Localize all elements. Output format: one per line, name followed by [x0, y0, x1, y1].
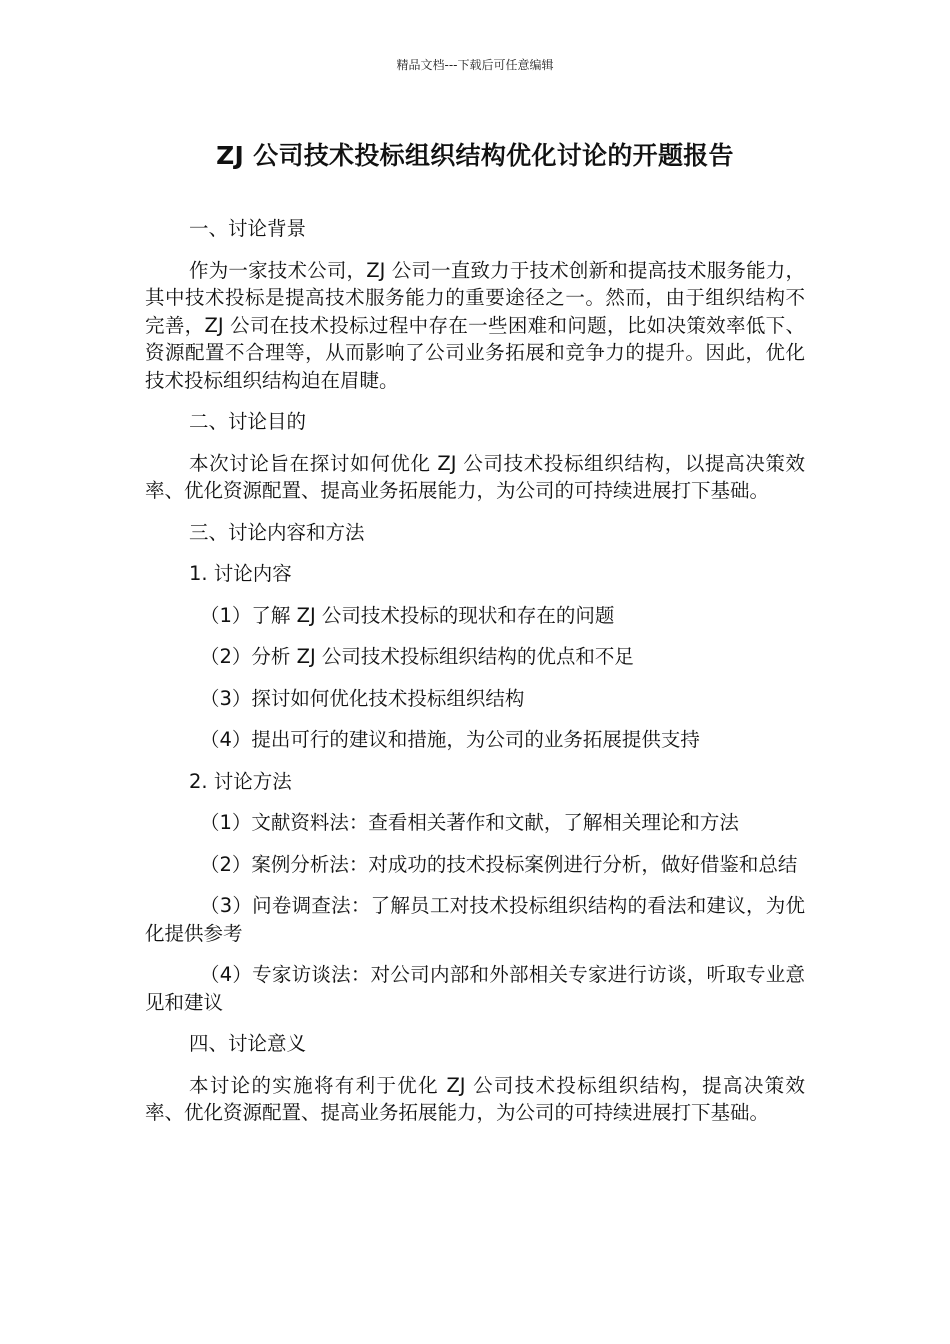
method-item: （2）案例分析法：对成功的技术投标案例进行分析，做好借鉴和总结: [200, 852, 798, 876]
method-item: （4）专家访谈法：对公司内部和外部相关专家进行访谈，听取专业意见和建议: [145, 963, 805, 1014]
content-item: （1）了解 ZJ 公司技术投标的现状和存在的问题: [200, 603, 615, 627]
method-item: （3）问卷调查法：了解员工对技术投标组织结构的看法和建议，为优化提供参考: [145, 894, 805, 945]
section-heading-significance: 四、讨论意义: [189, 1032, 307, 1055]
page-header-watermark: 精品文档---下载后可任意编辑: [396, 58, 554, 72]
purpose-paragraph: 本次讨论旨在探讨如何优化 ZJ 公司技术投标组织结构，以提高决策效率、优化资源配置、提高业务拓展能力，为公司的可持续进展打下基础。: [145, 451, 805, 502]
significance-paragraph: 本讨论的实施将有利于优化 ZJ 公司技术投标组织结构，提高决策效率、优化资源配置、提高业务拓展能力，为公司的可持续进展打下基础。: [145, 1073, 805, 1124]
subheading-content: 1. 讨论内容: [189, 562, 292, 585]
content-item: （3）探讨如何优化技术投标组织结构: [200, 686, 525, 710]
content-item: （4）提出可行的建议和措施，为公司的业务拓展提供支持: [200, 728, 700, 751]
section-heading-content-method: 三、讨论内容和方法: [189, 520, 365, 544]
section-heading-background: 一、讨论背景: [189, 217, 307, 240]
method-item: （1）文献资料法：查看相关著作和文献，了解相关理论和方法: [200, 811, 739, 834]
document-body: [145, 215, 805, 1141]
background-paragraph: 作为一家技术公司，ZJ 公司一直致力于技术创新和提高技术服务能力，其中技术投标是提高技术服务能力的重要途径之一。然而，由于组织结构不完善，ZJ 公司在技术投标过程中存在一些困难和问题，比如决策效率低下、资源配置不合理等，从而影响了公司业务拓展和竞争力的提升。因此，优化技术投标组织结构迫在眉睫。: [145, 258, 805, 392]
section-heading-purpose: 二、讨论目的: [189, 410, 307, 433]
document-title: ZJ 公司技术投标组织结构优化讨论的开题报告: [216, 141, 734, 170]
content-item: （2）分析 ZJ 公司技术投标组织结构的优点和不足: [200, 645, 634, 668]
subheading-method: 2. 讨论方法: [189, 769, 292, 793]
